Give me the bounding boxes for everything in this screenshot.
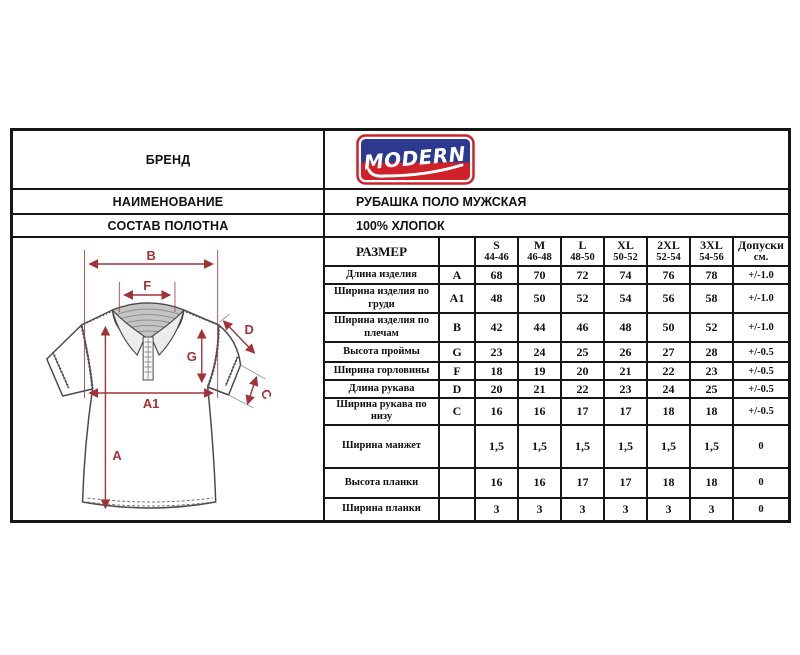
spec-value: 19	[518, 362, 561, 380]
spec-value: 16	[475, 398, 518, 425]
tolerance-value: +/-0.5	[733, 362, 788, 380]
dim-label-B: B	[146, 247, 156, 264]
table-row	[325, 398, 788, 425]
tolerance-value: +/-1.0	[733, 313, 788, 342]
spec-value: 3	[518, 498, 561, 520]
tolerance-value: +/-0.5	[733, 380, 788, 398]
spec-letter: G	[439, 342, 475, 362]
spec-value: 1,5	[690, 425, 733, 468]
spec-value: 58	[690, 284, 733, 313]
spec-value: 3	[475, 498, 518, 520]
dim-label-A1: A1	[142, 395, 160, 412]
spec-letter: B	[439, 313, 475, 342]
spec-value: 17	[604, 468, 647, 498]
spec-value: 1,5	[604, 425, 647, 468]
tolerance-header: Допуски см.	[733, 238, 788, 266]
spec-value: 72	[561, 266, 604, 284]
spec-value: 1,5	[647, 425, 690, 468]
fabric-value: 100% ХЛОПОК	[325, 215, 788, 238]
table-row	[325, 425, 788, 468]
spec-value: 28	[690, 342, 733, 362]
button-placket	[143, 337, 153, 380]
spec-label: Ширина манжет	[325, 425, 439, 468]
spec-value: 50	[518, 284, 561, 313]
table-row	[325, 284, 788, 313]
tolerance-value: +/-0.5	[733, 398, 788, 425]
product-name-label: НАИМЕНОВАНИЕ	[13, 190, 325, 215]
dim-label-A: A	[112, 447, 122, 464]
brand-label: БРЕНД	[13, 131, 325, 190]
spec-value: 18	[647, 398, 690, 425]
tolerance-value: 0	[733, 425, 788, 468]
spec-value: 56	[647, 284, 690, 313]
table-row	[325, 362, 788, 380]
spec-value: 70	[518, 266, 561, 284]
spec-value: 21	[518, 380, 561, 398]
spec-label: Ширина изделия по плечам	[325, 313, 439, 342]
spec-value: 17	[561, 468, 604, 498]
brand-logo-cell	[325, 131, 788, 190]
size-table-cell	[325, 238, 788, 520]
size-header: M 46-48	[518, 238, 561, 266]
tolerance-value: 0	[733, 498, 788, 520]
spec-letter: F	[439, 362, 475, 380]
polo-shirt-drawing	[13, 238, 323, 520]
spec-value: 21	[604, 362, 647, 380]
dim-label-G: G	[186, 348, 197, 365]
table-row	[325, 266, 788, 284]
spec-value: 17	[561, 398, 604, 425]
spec-label: Ширина изделия по груди	[325, 284, 439, 313]
fabric-label: СОСТАВ ПОЛОТНА	[13, 215, 325, 238]
size-header: XL 50-52	[604, 238, 647, 266]
spec-value: 23	[690, 362, 733, 380]
spec-value: 24	[518, 342, 561, 362]
tolerance-value: +/-1.0	[733, 284, 788, 313]
size-header: 2XL 52-54	[647, 238, 690, 266]
spec-value: 22	[561, 380, 604, 398]
spec-value: 16	[518, 398, 561, 425]
spec-label: Ширина горловины	[325, 362, 439, 380]
spec-value: 3	[604, 498, 647, 520]
brand-logo	[356, 134, 475, 185]
logo-text: MODERN	[362, 141, 467, 175]
spec-value: 3	[690, 498, 733, 520]
spec-value: 54	[604, 284, 647, 313]
table-row	[325, 380, 788, 398]
spec-letter	[439, 498, 475, 520]
spec-value: 20	[475, 380, 518, 398]
spec-value: 25	[690, 380, 733, 398]
spec-label: Высота планки	[325, 468, 439, 498]
table-row	[325, 498, 788, 520]
size-header-corner: РАЗМЕР	[325, 238, 439, 266]
tolerance-value: +/-0.5	[733, 342, 788, 362]
spec-value: 16	[518, 468, 561, 498]
spec-value: 18	[475, 362, 518, 380]
spec-value: 68	[475, 266, 518, 284]
tolerance-value: 0	[733, 468, 788, 498]
size-table	[325, 238, 788, 520]
spec-letter: C	[439, 398, 475, 425]
spec-letter	[439, 425, 475, 468]
size-header: L 48-50	[561, 238, 604, 266]
spec-value: 76	[647, 266, 690, 284]
table-row	[325, 313, 788, 342]
spec-value: 20	[561, 362, 604, 380]
spec-value: 18	[690, 398, 733, 425]
spec-value: 46	[561, 313, 604, 342]
table-header-row	[325, 238, 788, 266]
spec-value: 23	[604, 380, 647, 398]
dim-label-D: D	[244, 321, 254, 338]
spec-value: 74	[604, 266, 647, 284]
spec-value: 18	[647, 468, 690, 498]
spec-value: 27	[647, 342, 690, 362]
spec-value: 48	[604, 313, 647, 342]
spec-value: 52	[561, 284, 604, 313]
spec-label: Длина рукава	[325, 380, 439, 398]
spec-label: Длина изделия	[325, 266, 439, 284]
spec-value: 24	[647, 380, 690, 398]
spec-value: 18	[690, 468, 733, 498]
product-name-value: РУБАШКА ПОЛО МУЖСКАЯ	[325, 190, 788, 215]
spec-value: 3	[647, 498, 690, 520]
size-header: S 44-46	[475, 238, 518, 266]
dim-label-C: C	[257, 386, 276, 402]
spec-value: 25	[561, 342, 604, 362]
spec-letter: A1	[439, 284, 475, 313]
spec-value: 1,5	[561, 425, 604, 468]
spec-value: 50	[647, 313, 690, 342]
spec-value: 1,5	[475, 425, 518, 468]
polo-shirt-diagram	[13, 238, 325, 520]
spec-label: Ширина планки	[325, 498, 439, 520]
spec-letter: D	[439, 380, 475, 398]
spec-value: 3	[561, 498, 604, 520]
table-row	[325, 468, 788, 498]
size-header: 3XL 54-56	[690, 238, 733, 266]
dim-label-F: F	[143, 277, 152, 294]
letter-header-cell	[439, 238, 475, 266]
spec-value: 48	[475, 284, 518, 313]
spec-value: 22	[647, 362, 690, 380]
spec-value: 78	[690, 266, 733, 284]
spec-value: 17	[604, 398, 647, 425]
spec-value: 23	[475, 342, 518, 362]
spec-label: Ширина рукава по низу	[325, 398, 439, 425]
tolerance-value: +/-1.0	[733, 266, 788, 284]
spec-label: Высота проймы	[325, 342, 439, 362]
spec-value: 26	[604, 342, 647, 362]
spec-document-table	[10, 128, 791, 523]
spec-value: 16	[475, 468, 518, 498]
spec-value: 42	[475, 313, 518, 342]
spec-value: 52	[690, 313, 733, 342]
spec-letter	[439, 468, 475, 498]
spec-value: 44	[518, 313, 561, 342]
table-row	[325, 342, 788, 362]
spec-value: 1,5	[518, 425, 561, 468]
spec-letter: A	[439, 266, 475, 284]
